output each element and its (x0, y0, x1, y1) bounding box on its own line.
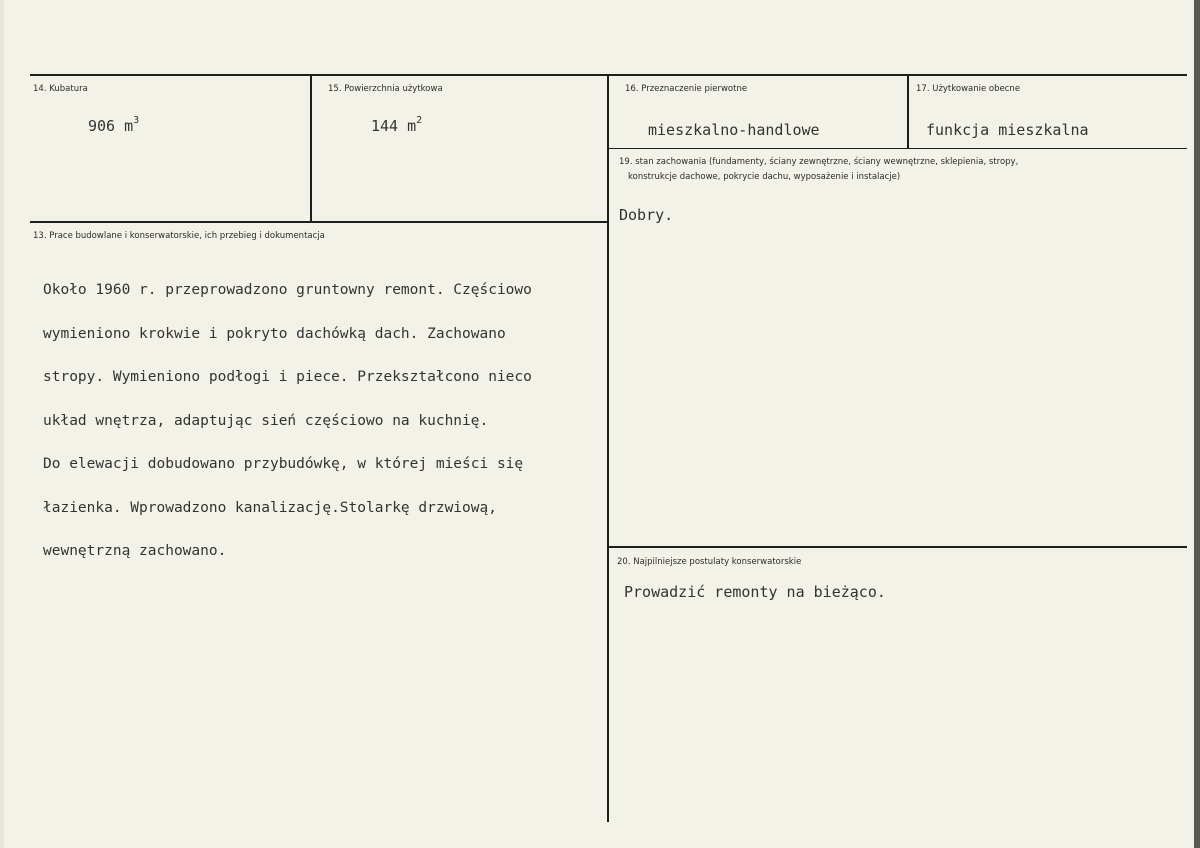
prace-line: Około 1960 r. przeprowadzono gruntowny remont. Częściowo (43, 282, 532, 298)
uzytkowanie-value: funkcja mieszkalna (926, 121, 1089, 139)
kubatura-exponent: 3 (133, 115, 140, 126)
rule-below-16-17 (609, 148, 1187, 149)
prace-line: Do elewacji dobudowano przybudówkę, w której mieści się (43, 456, 524, 472)
prace-line: łazienka. Wprowadzono kanalizację.Stolarkę drzwiową, (43, 499, 497, 516)
stan-label-line1: 19. stan zachowania (fundamenty, ściany zewnętrzne, ściany wewnętrzne, sklepienia, stropy, (619, 157, 1019, 167)
divider-16-17 (907, 76, 909, 149)
stan-label (619, 155, 1109, 185)
postulaty-value: Prowadzić remonty na bieżąco. (624, 583, 886, 601)
powierzchnia-exponent: 2 (416, 115, 423, 126)
rule-above-20 (609, 546, 1187, 548)
center-divider (607, 76, 609, 822)
postulaty-label: 20. Najpilniejsze postulaty konserwatorskie (617, 557, 802, 567)
rule-above-13 (30, 221, 609, 223)
prace-line: stropy. Wymieniono podłogi i piece. Przekształcono nieco (43, 369, 532, 385)
prace-line: wewnętrzną zachowano. (43, 543, 227, 559)
card-right-edge (1194, 0, 1200, 848)
uzytkowanie-label: 17. Użytkowanie obecne (916, 84, 1021, 94)
divider-14-15 (310, 76, 312, 222)
prace-line: układ wnętrza, adaptując sień częściowo na kuchnię. (43, 412, 489, 429)
przeznaczenie-label: 16. Przeznaczenie pierwotne (625, 84, 748, 94)
card-left-edge (0, 0, 4, 848)
stan-label-line2: konstrukcje dachowe, pokrycie dachu, wyposażenie i instalacje) (628, 172, 901, 182)
prace-line: wymieniono krokwie i pokryto dachówką dach. Zachowano (43, 325, 506, 342)
powierzchnia-label: 15. Powierzchnia użytkowa (328, 84, 443, 94)
stan-value: Dobry. (619, 206, 674, 224)
prace-text (43, 254, 532, 588)
kubatura-number: 906 m (88, 117, 134, 135)
przeznaczenie-value: mieszkalno-handlowe (648, 121, 820, 139)
prace-label: 13. Prace budowlane i konserwatorskie, ich przebieg i dokumentacja (33, 231, 325, 241)
kubatura-value (88, 117, 139, 135)
powierzchnia-value (371, 117, 422, 135)
powierzchnia-number: 144 m (371, 117, 417, 135)
kubatura-label: 14. Kubatura (33, 84, 88, 94)
